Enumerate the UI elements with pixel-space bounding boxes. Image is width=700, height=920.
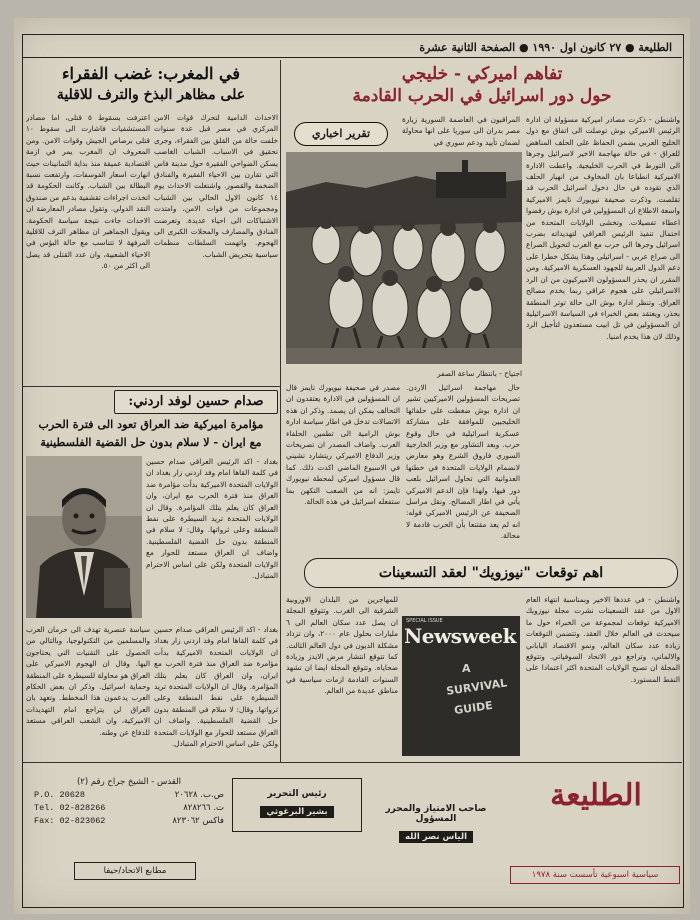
newsweek-cover-masthead: Newsweek <box>404 624 517 648</box>
editor-name: بشير البرغوثي <box>260 806 333 818</box>
saddam-col-right: بغداد - اكد الرئيس العراقي صدام حسين في كلمة القاها امام وفد اردني زار بغداد ان الولايات المتحدة الاميركية بدأت مؤامرة ضد العراق منذ فترة الحرب مع ايران، وان العراق كان يعلم بتلك المؤامرة. وقال ان الولايات المتحدة تريد السيطرة على نفط المنطقة وعلى ثرواتها. وقال: لا سلام في المنطقة بدون حل القضية الفلسطينية. واضاف ان العراق مستعد للحوار مع الولايات المتحدة ولكن على اساس الاحترام المتبادل. <box>146 457 278 581</box>
footer-logo-sub: سياسية اسبوعية تأسست سنة ١٩٧٨ <box>510 866 680 884</box>
column-rule <box>280 60 281 386</box>
main-headline-2: حول دور اسرائيل في الحرب القادمة <box>352 86 612 106</box>
soldiers-photo <box>286 152 522 364</box>
editor-box <box>232 778 362 832</box>
address-line-2: ص.ب. ٢٠٦٢٨ <box>174 790 224 800</box>
owner-label: صاحب الامتياز والمحرر المسؤول <box>385 804 487 824</box>
main-headline-1: تفاهم اميركي - خليجي <box>401 64 563 84</box>
morocco-headline-1: في المغرب: غضب الفقراء <box>61 64 241 83</box>
footer-logo: الطليعة <box>550 778 642 813</box>
fax-en: Fax: 02-823062 <box>34 816 106 826</box>
column-rule <box>280 386 281 762</box>
running-head: الطليعة ● ٢٧ كانون اول ١٩٩٠ ● الصفحة الثانية عشرة <box>22 38 682 58</box>
saddam-col-mid: بغداد - اكد الرئيس العراقي صدام حسين في كلمة القاها امام وفد اردني زار بغداد ان الولايات المتحدة الاميركية بدأت مؤامرة ضد العراق منذ فترة الحرب مع ايران، وان العراق كان يعلم بتلك المؤامرة. وقال ان الولايات المتحدة تريد السيطرة على نفط المنطقة وعلى ثرواتها. وقال: لا سلام في المنطقة بدون حل القضية الفلسطينية. واضاف ان العراق مستعد للحوار مع الولايات المتحدة ولكن على اساس الاحترام المتبادل. <box>154 625 278 749</box>
tel-en: Tel. 02-828266 <box>34 803 106 813</box>
saddam-col-left: سياسة عنصرية تهدف الى حرمان العرب والمسلمين من التكنولوجيا، وبالتالي من الحصول على التقنيات التي يحتاجون اليها. وقال ان الهجوم الاميركي على العراق هو محاولة للسيطرة على المنطقة وحماية اسرائيل. وذكر ان بعض الحكام العرب يدعمون هذا المخطط. وتعهد بان العراق لن يتراجع امام التهديدات الاميركية، وان الشعب العراقي مستعد للدفاع عن وطنه. <box>26 625 150 737</box>
owner-box <box>366 778 506 848</box>
saddam-headline-1: مؤامرة اميركية ضد العراق تعود الى فترة الحرب <box>38 417 264 431</box>
newsweek-col-right: واشنطن - في عددها الاخير وبمناسبة انتهاء العام الاول من عقد التسعينات نشرت مجلة نيوزويك الاميركية توقعات لمجموعة من الخبراء حول ما سيحدث في العالم خلال العقد. وتتضمن التوقعات زيادة عدد سكان العالم، ونمو الاقتصاد الياباني والالماني، وتراجع دور الاتحاد السوفياتي. وتتوقع المجلة ان تصبح الولايات المتحدة اكثر اعتمادا على النفط المستورد. <box>526 595 680 684</box>
report-badge: تقرير اخباري <box>294 122 388 146</box>
saddam-headline-2: مع ايران - لا سلام بدون حل القضية الفلسطينية <box>40 435 262 449</box>
main-article-col-left: حال مهاجمة اسرائيل الاردن. تصريحات المسؤولين الاميركيين تشير ان ادارة بوش ضغطت على حلفائها الخليجيين للموافقة على مشاركة عسكرية اسرائيلية في حال وقوع حرب. وبعد التشاور مع وزير الخارجية السوري فاروق الشرع وهو معارض لانضمام الولايات المتحدة في خطتها العدوانية التي تحاول اسرائيل بلعب دور فيها، ولهذا فإن الدعم الاميركي يأتي في اطار المصالح. ونقل مراسل الصحيفة عن الرئيس الاميركي قوله: انه لم يعد مقتنعا بأن الحرب قادمة لا محالة. <box>406 383 520 541</box>
address-po: P.O. 20628 <box>34 790 86 800</box>
section-rule <box>22 386 280 387</box>
saddam-kicker: صدام حسين لوفد اردني: <box>114 390 278 414</box>
owner-name: الياس نصر الله <box>399 831 473 843</box>
newsweek-cover <box>402 616 520 756</box>
main-article-col-mid: مصدر في صحيفة نيويورك تايمز قال ان المسؤولين في الادارة يعتقدون ان التحالف يمكن ان يصمد. وذكر ان هذه الاتصالات تدخل في اطار سياسة ادارة بوش الرامية الى تطمين الحلفاء العرب. واضاف المصدر ان تصريحات وزير الدفاع الاميركي ريتشارد تشيني في الاسبوع الماضي اكدت ذلك. كما قال مسؤول اميركي لمحطة نيويورك تايمز: انه من الصعب التكهن بما ستفعله اسرائيل في هذه الحالة. <box>286 383 400 507</box>
photo-caption: اجتياح - بانتظار ساعة الصفر <box>437 369 522 378</box>
printer-box: مطابع الاتحاد/حيفا <box>74 862 196 880</box>
newsweek-cover-title-3: GUIDE <box>453 698 494 718</box>
soldiers-photo-art <box>286 152 522 364</box>
editor-label: رئيس التحرير <box>267 789 327 799</box>
morocco-headline-2: على مظاهر البذخ والترف للاقلية <box>56 87 246 103</box>
tel-ar: ت. ٨٢٨٢٦٦ <box>183 803 224 813</box>
fax-ar: فاكس ٨٢٣٠٦٢ <box>172 816 224 826</box>
newspaper-page <box>14 18 690 914</box>
main-article-col-right: واشنطن - ذكرت مصادر اميركية مسؤولة ان ادارة الرئيس الاميركي بوش توصلت الى اتفاق مع دول الخليج العربي بضمن الحفاظ على الحلف المناهض للعراق - في حالة مهاجمة الاخير لاسرائيل وجرها الى التورط في الحرب الخليجية. واعطت الادارة الاميركية انطباعا بان المخاوف من انهيار الحلف الذي تقوده في حال دخول اسرائيل الحرب قد تقلصت. وذكرت صحيفة نيويورك تايمز الاميركية واسعة الاطلاع ان المسؤولين في ادارة بوش رفضوا اعطاء تفصيلات. وتخشى الولايات المتحدة من احتمال تنفيذ الرئيس العراقي لتهديداته بضرب اسرائيل وجرها الى حرب مع العرب لتحويل الصراع الى صراع عربي - اسرائيلي وهذا يشكل خطرا على دعم الدول العربية للجهود العسكرية الاميركية. ومن المقرر ان يحذر المسؤولون الاميركيون من ان الرد الاسرائيلي على هجوم عراقي ربما يخدم مصالح العراق. وتنظر ادارة بوش الى حالة توتر المنطقة بحذر، ويعتقد بعض الخبراء في السياسة الاسرائيلية ان المسؤولين في تل ابيب مستعدون لتأجيل الرد وذلك لان هذا يخدم امنيا. <box>526 115 680 341</box>
saddam-photo <box>26 456 142 618</box>
newsweek-col-left: للمهاجرين من البلدان الاوروبية الشرقية الى الغرب. وتتوقع المجلة ان يصل عدد سكان العالم الى ٦ مليارات بحلول عام ٢٠٠٠، وان تزداد مشكلة الديون في دول العالم الثالث. كما تتوقع انتشار مرض الايدز وزيادة ضحاياه. وتتوقع المجلة ايضا ان تشهد السنوات القادمة ازمات سياسية في مناطق عديدة من العالم. <box>286 595 398 696</box>
newsweek-cover-title-2: SURVIVAL <box>445 676 508 698</box>
main-article-col-top: المراقبون في العاصمة السورية زيارة مصر بدران الى سوريا على انها محاولة لضمان تأييد ودعم سوري في <box>402 115 520 147</box>
morocco-col-left: اعترفت بسقوط ٥ قتلى، اما مصادر المستشفيات فاشارت الى سقوط ١٠ قتلى برصاص الجيش وقوات الامن. ومن المعروف ان المغرب يمر في ازمة اقتصادية عميقة منذ بداية الثمانينات حيث انهارت اسعار الفوسفات، وارتفعت نسبة البطالة بين الشباب. وكانت الحكومة قد اتخذت اجراءات تقشفية بدعم من صندوق النقد الدولي. وتقول مصادر المعارضة ان الاحداث جاءت نتيجة سياسة الحكومة. ويقول الجماهير ان مظاهر الترف للاقلية المرفهة لا تتناسب مع حالة البؤس في الاحياء الشعبية، وان عدد القتلى قد يصل الى اكثر من ٥٠. <box>26 113 150 271</box>
address-block <box>34 776 224 856</box>
footer-rule <box>22 762 682 763</box>
saddam-photo-art <box>26 456 142 618</box>
newsweek-headline: اهم توقعات "نيوزويك" لعقد التسعينات <box>304 558 678 588</box>
newsweek-cover-title-1: A <box>462 662 471 675</box>
address-line-1: القدس - الشيخ جراح رقم (٢) <box>76 777 182 787</box>
morocco-col-right: الاحداث الدامية لتحرك قوات الامن المركزي في مصر قبل عدة سنوات خلفت حالة من القلق بين الفقراء، وجرى تحقيق في الاسباب. الشباب الغاضب يسكن الضواحي الفقيرة حول مدينة فاس التي تقارن بين الاحياء الفقيرة والفنادق الضخمة والقصور. واشتعلت الاحداث يوم ١٤ كانون الاول الحالي بين الشباب ومجموعات من قوات الامن، وامتدت الاشتباكات الى احياء عديدة. وتعرضت الفنادق والمصارف والمحلات الكبرى الى الهجوم. واتهمت السلطات منظمات سياسية بتحريض الشباب. <box>154 113 278 259</box>
newsweek-cover-tag: SPECIAL ISSUE <box>406 618 443 624</box>
